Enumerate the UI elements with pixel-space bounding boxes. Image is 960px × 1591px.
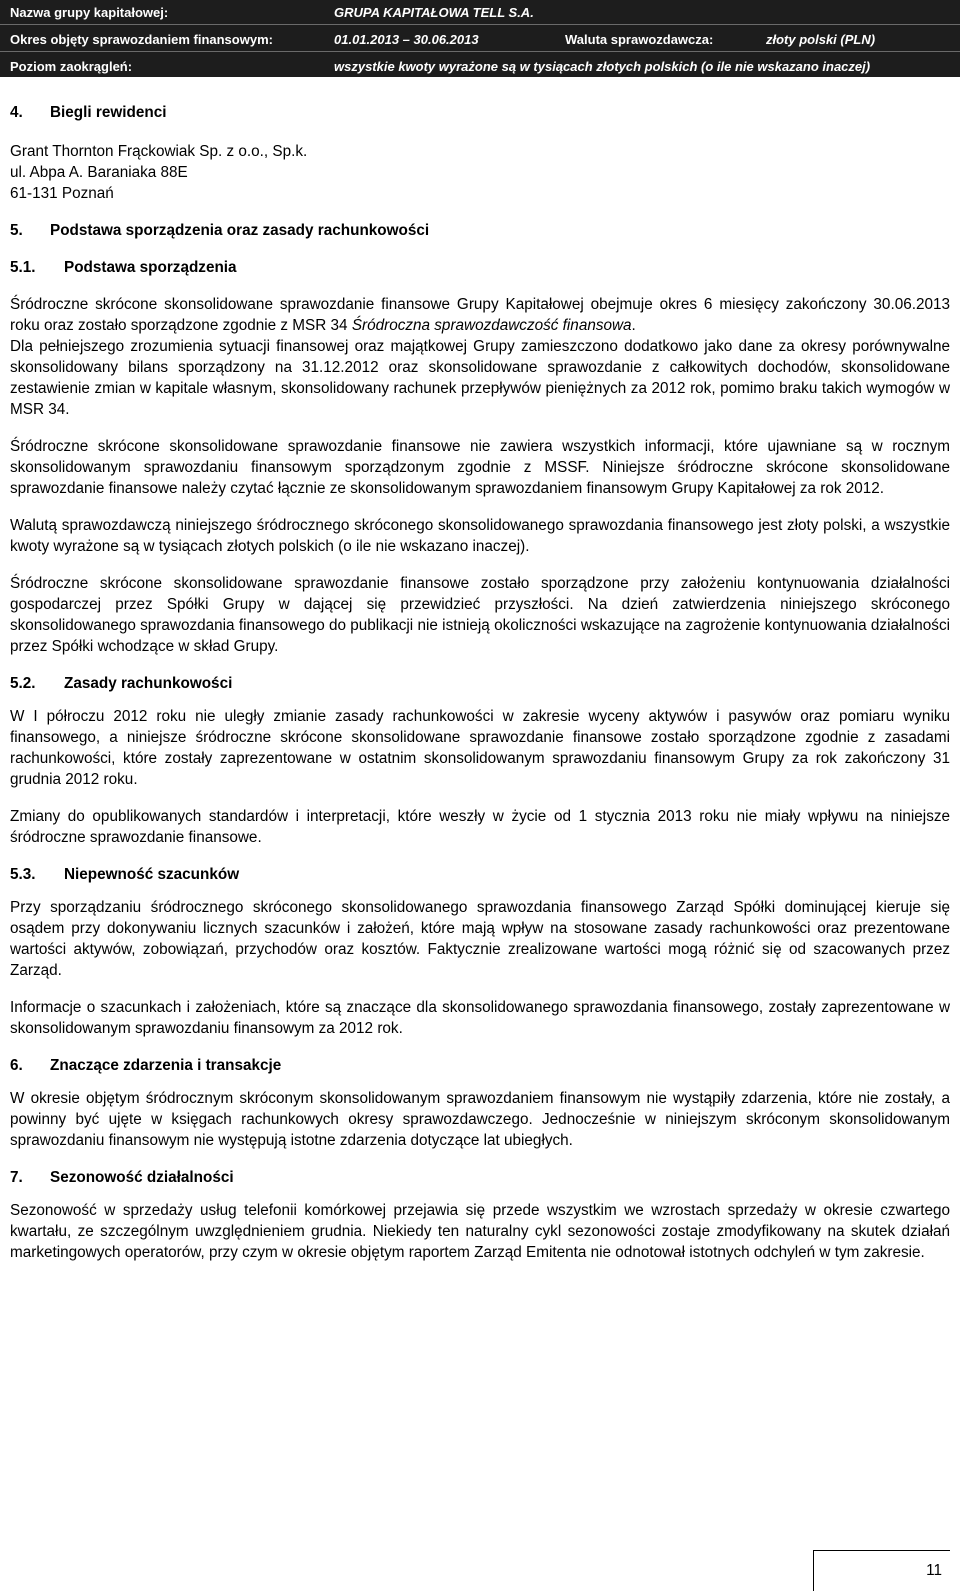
paragraph: Informacje o szacunkach i założeniach, które są znaczące dla skonsolidowanego sprawozdania finansowego, zostały zaprezentowane w skonsolidowanym sprawozdaniu finansowym za 2012 rok. bbox=[10, 999, 950, 1037]
section-heading-7 bbox=[10, 1167, 950, 1188]
header-period-value: 01.01.2013 – 30.06.2013 bbox=[334, 32, 479, 47]
section-heading-5-1 bbox=[10, 257, 950, 278]
section-number: 5.2. bbox=[10, 675, 36, 692]
auditor-name: Grant Thornton Frąckowiak Sp. z o.o., Sp.k. bbox=[10, 143, 308, 160]
section-heading-4 bbox=[10, 102, 950, 123]
paragraph-text: Śródroczne skrócone skonsolidowane sprawozdanie finansowe Grupy Kapitałowej obejmuje okres 6 miesięcy zakończony 30.06.2013 roku oraz zostało sporządzone zgodnie z MSR 34 bbox=[10, 296, 950, 334]
paragraph: Walutą sprawozdawczą niniejszego śródrocznego skróconego skonsolidowanego sprawozdania finansowego jest złoty polski, a wszystkie kwoty wyrażone są w tysiącach złotych polskich (o ile nie wskazano inaczej). bbox=[10, 517, 950, 555]
section-title: Znaczące zdarzenia i transakcje bbox=[50, 1057, 282, 1074]
header-divider bbox=[0, 51, 960, 52]
section-title: Biegli rewidenci bbox=[50, 104, 167, 121]
header-group-label: Nazwa grupy kapitałowej: bbox=[10, 5, 169, 20]
section-title: Niepewność szacunków bbox=[64, 866, 240, 883]
paragraph: Śródroczne skrócone skonsolidowane sprawozdanie finansowe nie zawiera wszystkich informacji, które ujawniane są w rocznym skonsolidowanym sprawozdaniu finansowym sporządzonym zgodnie z MSSF. Niniejsze śródroczne skrócone skonsolidowane sprawozdanie finansowe należy czytać łącznie ze skonsolidowanym sprawozdaniem finansowym Grupy Kapitałowej za rok 2012. bbox=[10, 438, 950, 497]
section-title: Podstawa sporządzenia oraz zasady rachunkowości bbox=[50, 222, 430, 239]
header-row-period bbox=[0, 29, 960, 49]
section-heading-6 bbox=[10, 1055, 950, 1076]
page-number-rule bbox=[813, 1550, 950, 1551]
header-currency-label: Waluta sprawozdawcza: bbox=[565, 32, 714, 47]
document-header bbox=[0, 0, 960, 77]
section-number: 4. bbox=[10, 104, 23, 121]
header-row-rounding bbox=[0, 56, 960, 76]
paragraph: Śródroczne skrócone skonsolidowane sprawozdanie finansowe zostało sporządzone przy założeniu kontynuowania działalności gospodarczej przez Spółki Grupy w dającej się przewidzieć przyszłości. Na dzień zatwierdzenia niniejszego skróconego skonsolidowanego sprawozdania finansowego do publikacji nie istnieją okoliczności wskazujące na zagrożenie kontynuowania działalności przez Spółki wchodzące w skład Grupy. bbox=[10, 575, 950, 655]
section-title: Zasady rachunkowości bbox=[64, 675, 233, 692]
paragraph: Dla pełniejszego zrozumienia sytuacji finansowej oraz majątkowej Grupy zamieszczono dodatkowo jako dane za okresy porównywalne skonsolidowany bilans sporządzony na 31.12.2012 oraz skonsolidowane sprawozdanie z całkowitych dochodów, skonsolidowane zestawienie zmian w kapitale własnym, skonsolidowany rachunek przepływów pieniężnych za 2012 rok, pomimo braku takich wymogów w MSR 34. bbox=[10, 338, 950, 418]
header-period-label: Okres objęty sprawozdaniem finansowym: bbox=[10, 32, 273, 47]
header-rounding-value: wszystkie kwoty wyrażone są w tysiącach złotych polskich (o ile nie wskazano inaczej) bbox=[334, 59, 871, 74]
paragraph: Przy sporządzaniu śródrocznego skróconego skonsolidowanego sprawozdania finansowego Zarząd Spółki dominującej kieruje się osądem przy dokonywaniu licznych szacunków i założeń, które mają wpływ na stosowane zasady rachunkowości oraz prezentowane wartości aktywów, zobowiązań, przychodów oraz kosztów. Faktycznie zrealizowane wartości mogą różnić się od szacowanych przez Zarząd. bbox=[10, 899, 950, 979]
paragraph: W okresie objętym śródrocznym skróconym skonsolidowanym sprawozdaniem finansowym nie wystąpiły zdarzenia, które nie zostały, a powinny być ujęte w księgach rachunkowych okresy sprawozdawczego. Jednocześnie w niniejszym skróconym skonsolidowanym sprawozdaniu finansowym nie występują istotne zdarzenia dotyczące lat ubiegłych. bbox=[10, 1090, 950, 1149]
paragraph: Sezonowość w sprzedaży usług telefonii komórkowej przejawia się przede wszystkim we wzrostach sprzedaży w okresie czwartego kwartału, ze szczególnym uwzględnieniem grudnia. Niekiedy ten naturalny cykl sezonowości zostaje zmodyfikowany na skutek działań marketingowych operatorów, przy czym w okresie objętym raportem Zarząd Emitenta nie odnotował istotnych odchyleń w tym zakresie. bbox=[10, 1202, 950, 1261]
standard-name: Śródroczna sprawozdawczość finansowa bbox=[351, 317, 632, 334]
section-number: 5. bbox=[10, 222, 23, 239]
section-title: Sezonowość działalności bbox=[50, 1169, 234, 1186]
document-body bbox=[10, 102, 950, 1263]
header-currency-value: złoty polski (PLN) bbox=[766, 32, 876, 47]
header-divider bbox=[0, 24, 960, 25]
section-title: Podstawa sporządzenia bbox=[64, 259, 237, 276]
auditor-street: ul. Abpa A. Baraniaka 88E bbox=[10, 164, 188, 181]
paragraph: W I półroczu 2012 roku nie uległy zmianie zasady rachunkowości w zakresie wyceny aktywów i pasywów oraz pomiaru wyniku finansowego, a niniejsze śródroczne skrócone skonsolidowane sprawozdanie finansowe zostało sporządzone zgodnie z zasadami rachunkowości, które zostały zaprezentowane w ostatnim skonsolidowanym sprawozdaniu finansowym Grupy za rok zakończony 31 grudnia 2012 roku. bbox=[10, 708, 950, 788]
section-number: 5.3. bbox=[10, 866, 36, 883]
section-heading-5-2 bbox=[10, 673, 950, 694]
section-number: 7. bbox=[10, 1169, 23, 1186]
auditor-city: 61-131 Poznań bbox=[10, 185, 114, 202]
header-group-value: GRUPA KAPITAŁOWA TELL S.A. bbox=[334, 5, 534, 20]
paragraph bbox=[10, 294, 950, 336]
paragraph-text: . bbox=[631, 317, 636, 334]
section-heading-5-3 bbox=[10, 864, 950, 885]
section-number: 6. bbox=[10, 1057, 23, 1074]
section-heading-5 bbox=[10, 220, 950, 241]
header-row-group bbox=[0, 2, 960, 22]
header-rounding-label: Poziom zaokrągleń: bbox=[10, 59, 133, 74]
paragraph: Zmiany do opublikowanych standardów i interpretacji, które weszły w życie od 1 stycznia 2013 roku nie miały wpływu na niniejsze śródroczne sprawozdanie finansowe. bbox=[10, 808, 950, 846]
page-number: 11 bbox=[926, 1562, 942, 1579]
section-number: 5.1. bbox=[10, 259, 36, 276]
